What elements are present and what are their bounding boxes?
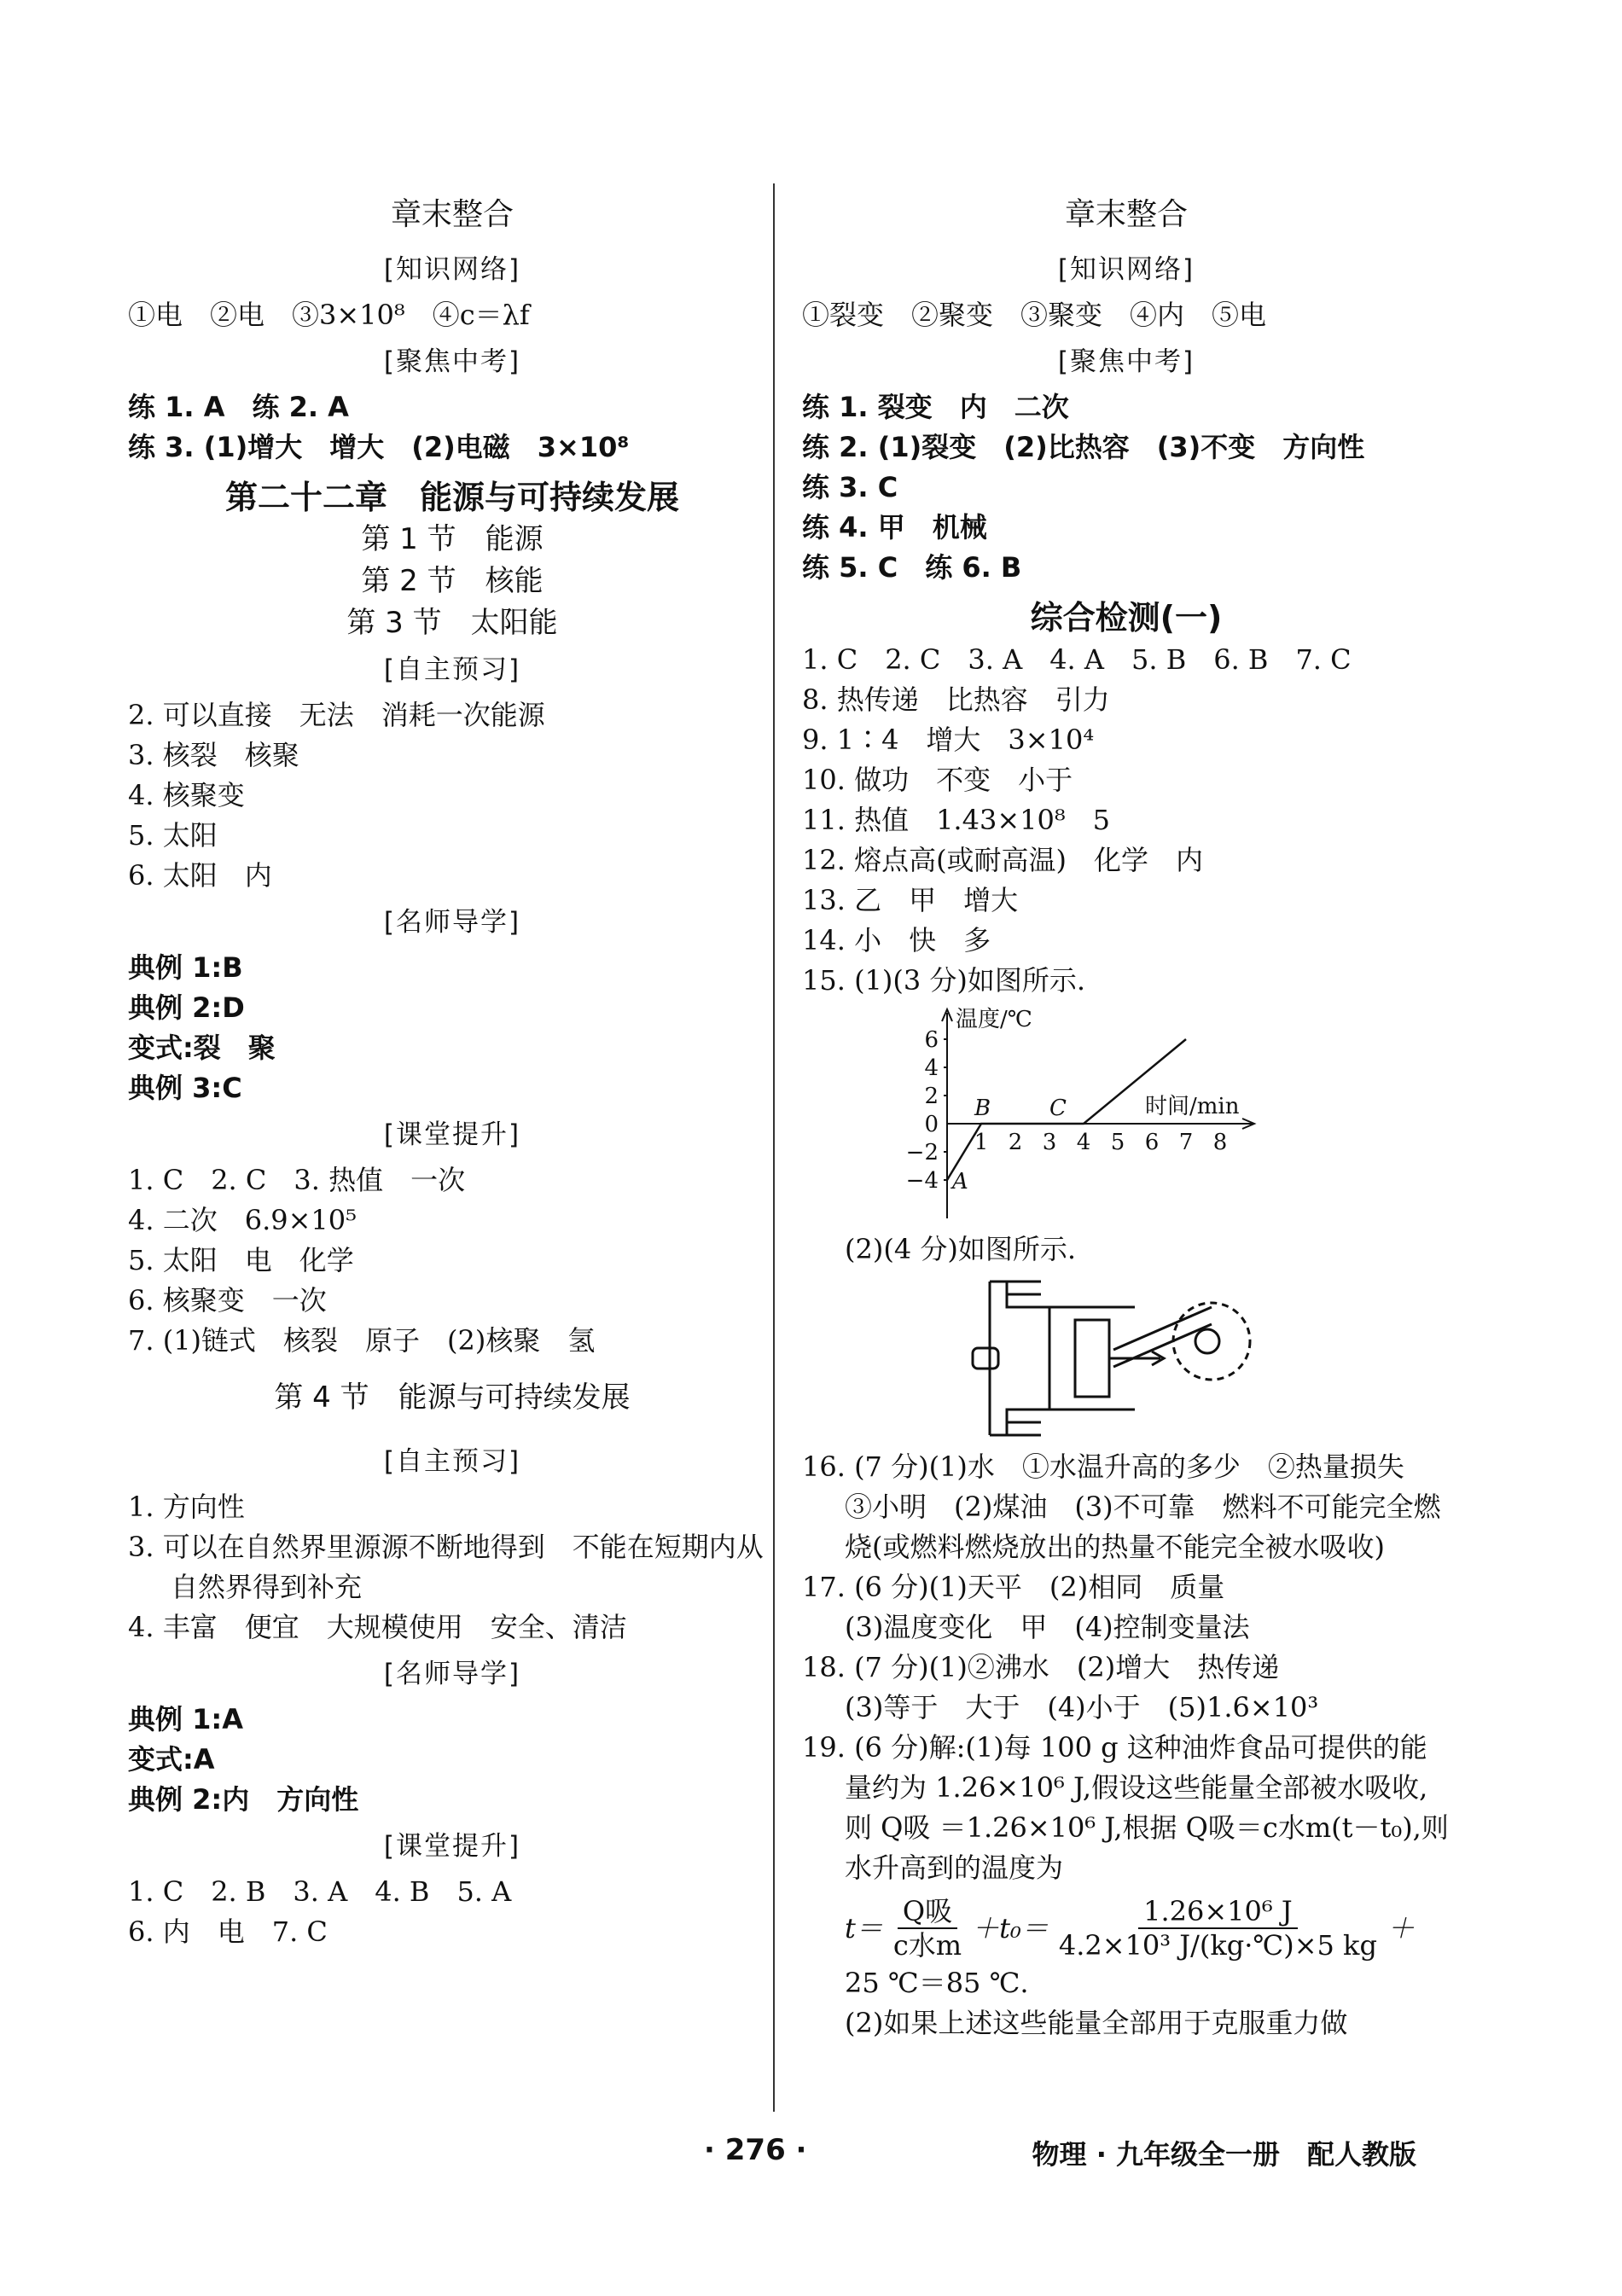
formula-lhs: t＝ [845, 1911, 883, 1944]
x-tick-label: 5 [1110, 1130, 1125, 1155]
answer-line: (3)温度变化 甲 (4)控制变量法 [845, 1611, 1250, 1643]
answer-line: 1. C 2. C 3. 热值 一次 [128, 1164, 466, 1196]
knowledge-header: [知识网络] [383, 254, 521, 285]
fraction-numerator: Q吸 [898, 1895, 957, 1929]
answer-line: 1. C 2. C 3. A 4. A 5. B 6. B 7. C [802, 643, 1352, 676]
answer-line: 7. (1)链式 核裂 原子 (2)核聚 氢 [128, 1324, 596, 1357]
class-header: [课堂提升] [383, 1831, 521, 1862]
point-label-b: B [974, 1096, 991, 1121]
section-title: 第 4 节 能源与可持续发展 [274, 1381, 631, 1415]
focus-header: [聚焦中考] [383, 346, 521, 377]
fraction-values [1054, 1895, 1382, 1962]
y-tick-label: 6 [924, 1027, 939, 1053]
knowledge-line: ①裂变 ②聚变 ③聚变 ④内 ⑤电 [802, 299, 1267, 331]
answer-line: 17. (6 分)(1)天平 (2)相同 质量 [802, 1571, 1225, 1603]
answer-line: 典例 1:B [128, 951, 243, 984]
answer-line: 2. 可以直接 无法 消耗一次能源 [128, 699, 545, 731]
x-tick-label: 3 [1042, 1130, 1057, 1155]
answer-line: 典例 2:D [128, 991, 245, 1024]
knowledge-header: [知识网络] [1057, 254, 1195, 285]
x-tick-label: 7 [1178, 1130, 1194, 1155]
answer-line: 12. 熔点高(或耐高温) 化学 内 [802, 844, 1204, 876]
answer-line: 典例 2:内 方向性 [128, 1783, 359, 1816]
answer-line: (2)(4 分)如图所示. [845, 1233, 1077, 1265]
point-label-c: C [1049, 1096, 1067, 1121]
y-tick-label: −2 [905, 1140, 939, 1165]
focus-header: [聚焦中考] [1057, 346, 1195, 377]
answer-line: 13. 乙 甲 增大 [802, 884, 1019, 916]
answer-line: 4. 核聚变 [128, 779, 245, 811]
page-number: · 276 · [704, 2133, 807, 2167]
answer-line: 3. 可以在自然界里源源不断地得到 不能在短期内从自然界得到补充 [128, 1531, 764, 1603]
fraction-numerator: 1.26×10⁶ J [1138, 1895, 1298, 1929]
intake-valve [990, 1282, 1041, 1307]
section-title: 第 1 节 能源 [361, 522, 544, 556]
x-tick-label: 6 [1144, 1130, 1160, 1155]
y-tick-label: 4 [924, 1055, 939, 1081]
x-tick-label: 1 [974, 1130, 989, 1155]
section-title: 第 2 节 核能 [361, 564, 544, 598]
focus-line: 练 1. 裂变 内 二次 [802, 391, 1069, 423]
y-axis-label: 温度/℃ [956, 1007, 1032, 1032]
teacher-header: [名师导学] [383, 907, 521, 938]
answer-line: 1. C 2. B 3. A 4. B 5. A [128, 1875, 512, 1908]
answer-line: (3)等于 大于 (4)小于 (5)1.6×10³ [845, 1691, 1319, 1723]
answer-line: 16. (7 分)(1)水 ①水温升高的多少 ②热量损失 ③小明 (2)煤油 (3)不可靠 燃料不可能完全燃烧(或燃料燃烧放出的热量不能完全被水吸收) [802, 1450, 1441, 1563]
x-tick-label: 2 [1008, 1130, 1023, 1155]
right-title: 章末整合 [1064, 197, 1188, 232]
temperature-time-graph [896, 1004, 1288, 1226]
fraction-q-over-cm [888, 1895, 967, 1962]
preview-header: [自主预习] [383, 1446, 521, 1477]
focus-line: 练 2. (1)裂变 (2)比热容 (3)不变 方向性 [802, 431, 1365, 463]
answer-line: 5. 太阳 电 化学 [128, 1244, 354, 1276]
formula-plus-t0: ＋t₀＝ [972, 1911, 1049, 1944]
y-tick-label: −4 [905, 1168, 939, 1194]
focus-line: 练 4. 甲 机械 [802, 511, 987, 543]
right-column [802, 188, 1450, 2043]
answer-line: 6. 太阳 内 [128, 859, 272, 892]
piston [1075, 1320, 1109, 1397]
focus-line: 练 1. A 练 2. A [128, 391, 349, 423]
answer-line: 6. 内 电 7. C [128, 1915, 328, 1948]
answer-line: 18. (7 分)(1)②沸水 (2)增大 热传递 [802, 1651, 1280, 1683]
answer-line: 1. 方向性 [128, 1491, 245, 1523]
point-label-a: A [952, 1169, 968, 1195]
answer-line: 19. (6 分)解:(1)每 100 g 这种油炸食品可提供的能量约为 1.26×10⁶ J,假设这些能量全部被水吸收,则 Q吸 ＝1.26×10⁶ J,根据 Q吸＝c水m(t－t₀),则水升高到的温度为 [802, 1731, 1449, 1884]
answer-line: 6. 核聚变 一次 [128, 1284, 327, 1317]
fraction-denominator: c水m [892, 1929, 962, 1962]
formula-result: 25 ℃＝85 ℃. [845, 1967, 1029, 1999]
temperature-formula [845, 1895, 1450, 1962]
x-tick-label: 8 [1212, 1130, 1228, 1155]
flywheel-path [1173, 1303, 1250, 1380]
focus-line: 练 3. (1)增大 增大 (2)电磁 3×10⁸ [128, 431, 630, 463]
answer-line: (2)如果上述这些能量全部用于克服重力做 [845, 2007, 1348, 2039]
teacher-header: [名师导学] [383, 1659, 521, 1689]
left-title: 章末整合 [390, 197, 514, 232]
y-tick-label: 2 [924, 1084, 939, 1109]
answer-line: 典例 1:A [128, 1703, 243, 1735]
crank-hub [1195, 1329, 1219, 1353]
answer-line: 典例 3:C [128, 1072, 242, 1104]
spark-plug [973, 1348, 998, 1369]
answer-line: 9. 1∶4 增大 3×10⁴ [802, 724, 1095, 756]
answer-line: 变式:A [128, 1743, 215, 1776]
engine-diagram [956, 1273, 1263, 1444]
answer-line: 11. 热值 1.43×10⁸ 5 [802, 804, 1111, 836]
answer-line: 15. (1)(3 分)如图所示. [802, 964, 1086, 997]
answer-line: 5. 太阳 [128, 819, 218, 852]
fraction-denominator: 4.2×10³ J/(kg·℃)×5 kg [1058, 1929, 1377, 1962]
preview-header: [自主预习] [383, 654, 521, 685]
answer-line: 8. 热传递 比热容 引力 [802, 683, 1110, 716]
left-column [128, 188, 776, 1952]
answer-line: 10. 做功 不变 小于 [802, 764, 1073, 796]
answer-line: 3. 核裂 核聚 [128, 739, 299, 771]
focus-line: 练 3. C [802, 471, 898, 503]
piston-arrow [1109, 1351, 1164, 1365]
answer-line: 14. 小 快 多 [802, 924, 991, 956]
y-tick-label: 0 [924, 1112, 939, 1137]
chapter-title: 第二十二章 能源与可持续发展 [224, 479, 679, 516]
class-header: [课堂提升] [383, 1119, 521, 1150]
exhaust-valve [990, 1410, 1041, 1435]
knowledge-line: ①电 ②电 ③3×10⁸ ④c＝λf [128, 299, 530, 331]
x-axis-label: 时间/min [1145, 1094, 1240, 1119]
answer-line: 4. 二次 6.9×10⁵ [128, 1204, 357, 1236]
test-title: 综合检测(一) [1030, 599, 1223, 636]
answer-line: 变式:裂 聚 [128, 1032, 276, 1064]
book-footer: 物理 · 九年级全一册 配人教版 [1032, 2138, 1416, 2171]
formula-plus: ＋ [1387, 1911, 1415, 1944]
answer-line: 4. 丰富 便宜 大规模使用 安全、清洁 [128, 1611, 627, 1643]
section-title: 第 3 节 太阳能 [346, 606, 558, 640]
x-tick-label: 4 [1076, 1130, 1091, 1155]
focus-line: 练 5. C 练 6. B [802, 551, 1022, 584]
